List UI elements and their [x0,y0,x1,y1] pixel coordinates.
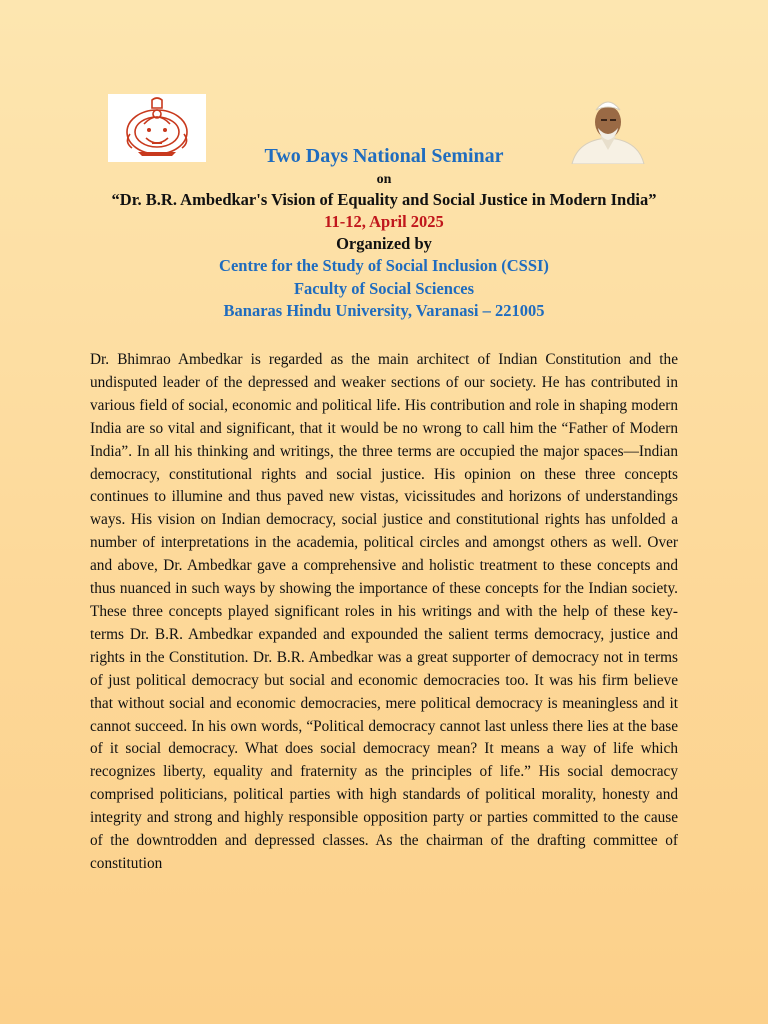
seminar-header [0,143,768,323]
seminar-title: Two Days National Seminar [264,145,504,167]
organized-by-label: Organized by [336,234,432,253]
organizer-university: Banaras Hindu University, Varanasi – 221005 [223,301,545,320]
concept-note-paragraph: Dr. Bhimrao Ambedkar is regarded as the main architect of Indian Constitution and the undisputed leader of the depressed and weaker sections of our society. He has contributed in various field of social, economic and political life. His contribution and role in shaping modern India are so vital and significant, that it would be no wrong to call him the “Father of Modern India”. In all his thinking and writings, the three terms are occupied the major spaces—Indian democracy, constitutional rights and social justice. His opinion on these three concepts continues to illumine and thus paved new vistas, vicissitudes and horizons of understandings ways. His vision on Indian democracy, social justice and constitutional rights has unfolded a number of interpretations in the academia, political circles and amongst others as well. Over and above, Dr. Ambedkar gave a comprehensive and holistic treatment to these concepts and thus nuanced in such ways by showing the importance of these concepts for the Indian society. These three concepts played significant roles in his writings and with the help of these key-terms Dr. B.R. Ambedkar expanded and expounded the salient terms democracy, justice and rights in the Constitution. Dr. B.R. Ambedkar was a great supporter of democracy not in terms of just political democracy but social and economic democracies too. It was his firm believe that without social and economic democracies, mere political democracy is meaningless and it cannot succeed. In his own words, “Political democracy cannot last unless there lies at the base of it social democracy. What does social democracy mean? It means a way of life which recognizes liberty, equality and fraternity as the principles of life.” His social democracy comprised politicians, political parties with high standards of political morality, honesty and integrity and strong and highly responsible opposition party or parties committed to the cause of the downtrodden and depressed classes. As the chairman of the drafting committee of constitution [90,351,678,872]
seminar-topic: “Dr. B.R. Ambedkar's Vision of Equality and Social Justice in Modern India” [111,190,657,209]
seminar-date: 11-12, April 2025 [324,212,444,231]
organizer-faculty: Faculty of Social Sciences [293,278,475,298]
on-label: on [376,172,392,187]
organizer-centre: Centre for the Study of Social Inclusion (CSSI) [219,256,549,275]
